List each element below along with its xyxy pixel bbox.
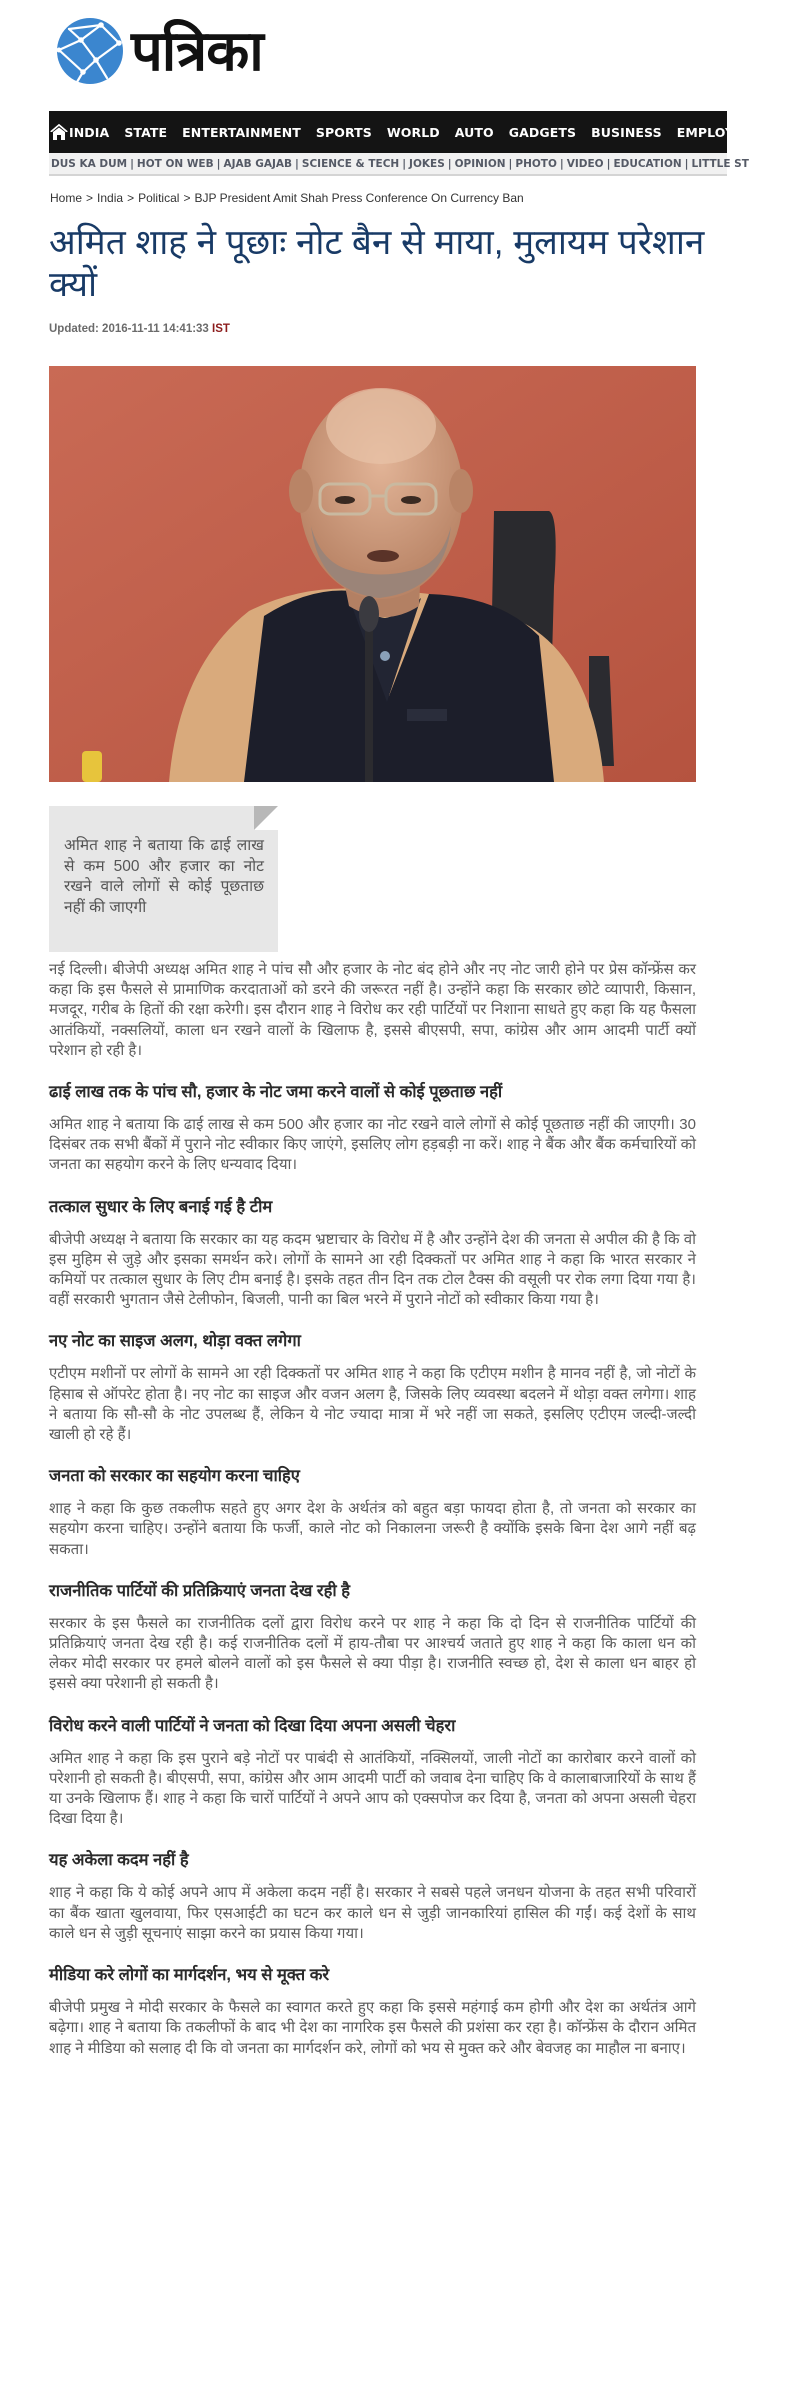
subnav-item-education[interactable]: EDUCATION [613,157,682,170]
subnav-separator: | [559,157,564,170]
article-intro: नई दिल्ली। बीजेपी अध्यक्ष अमित शाह ने पांच सौ और हजार के नोट बंद होने और नए नोट जारी होने पर प्रेस कॉन्फ्रेंस कर कहा कि इस फैसले से प्रामाणिक करदाताओं को डरने की जरूरत नहीं है। उन्होंने कहा कि सरकार छोटे व्यापारी, किसान, मजदूर, गरीब के हितों की रक्षा करेगी। इस दौरान शाह ने विरोध कर रही पार्टियों पर निशाना साधते हुए कहा कि यह फैसला आतंकियों, नक्सलियों, काला धन रखने वालों के खिलाफ है, इससे बीएसपी, सपा, कांग्रेस और आम आदमी पार्टी क्यों परेशान हो रही है। [49,961,696,1059]
article-section [49,1465,696,1560]
subnav-separator: | [295,157,299,170]
nav-item-state[interactable]: STATE [124,124,168,140]
breadcrumb [50,191,524,205]
section-body: अमित शाह ने बताया कि ढाई लाख से कम 500 और हजार का नोट रखने वाले लोगों से कोई पूछताछ नहीं की जाएगी। 30 दिसंबर तक सभी बैंकों में पुराने नोट स्वीकार किए जाएंगे, इसलिए लोग हड़बड़ी ना करें। शाह ने बैंक और बैंक कर्मचारियों को जनता का सहयोग करने के लिए धन्यवाद दिया। [49,1116,696,1174]
nav-item-auto[interactable]: AUTO [454,124,494,140]
section-body: एटीएम मशीनों पर लोगों के सामने आ रही दिक्कतों पर अमित शाह ने कहा कि एटीएम मशीन है मानव नहीं है, जो नोटों के हिसाब से ऑपरेट होता है। नए नोट का साइज और वजन अलग है, जिसके लिए व्यवस्था बदलने में थोड़ा वक्त लगेगा। शाह ने बताया कि सौ-सौ के नोट उपलब्ध हैं, लेकिन ये नोट ज्यादा मात्रा में भरे नहीं जा सकते, इसलिए एटीएम जल्दी-जल्दी खाली हो रहे हैं। [49,1365,696,1444]
breadcrumb-separator: > [183,191,191,205]
subnav-item-ajab-gajab[interactable]: AJAB GAJAB [223,157,293,170]
article-section [49,1580,696,1695]
main-nav [49,111,752,153]
globe-logo-icon [55,16,125,86]
logo-wordmark: पत्रिका [131,17,263,84]
subnav-separator: | [447,157,452,170]
article-headline: अमित शाह ने पूछाः नोट बैन से माया, मुलायम परेशान क्यों [49,223,705,304]
nav-item-india[interactable]: INDIA [69,124,110,140]
breadcrumb-current: BJP President Amit Shah Press Conference On Currency Ban [194,191,524,205]
nav-home-button[interactable] [49,111,69,153]
article-section [49,1081,696,1176]
subnav-item-science-tech[interactable]: SCIENCE & TECH [301,157,400,170]
nav-item-business[interactable]: BUSINESS [591,124,662,140]
article-section [49,1964,696,2059]
breadcrumb-separator: > [127,191,135,205]
subnav-item-video[interactable]: VIDEO [566,157,604,170]
article-section [49,1849,696,1944]
subnav-item-little-st[interactable]: LITTLE ST [691,157,749,170]
breadcrumb-india[interactable]: India [97,191,124,205]
subnav-separator: | [508,157,513,170]
subnav-item-dus-ka-dum[interactable]: DUS KA DUM [51,157,128,170]
nav-item-employee[interactable]: EMPLOYEE [676,124,752,140]
section-heading: नए नोट का साइज अलग, थोड़ा वक्त लगेगा [49,1332,301,1351]
updated-label: Updated: [49,323,99,335]
subnav-separator: | [130,157,134,170]
section-heading: विरोध करने वाली पार्टियों ने जनता को दिखा दिया अपना असली चेहरा [49,1716,456,1735]
subnav-item-jokes[interactable]: JOKES [409,157,445,170]
section-body: बीजेपी अध्यक्ष ने बताया कि सरकार का यह कदम भ्रष्टाचार के विरोध में है और उन्होंने देश की जनता से अपील की है कि वो इस मुहिम से जुड़े और इसका समर्थन करे। लोगों के सामने आ रही दिक्कतों पर अमित शाह ने कहा कि भारत सरकार ने कमियों पर तत्काल सुधार के लिए टीम बनाई है। इसके तहत तीन दिन तक टोल टैक्स की वसूली पर रोक लगा दिया गया है। वहीं सरकारी भुगतान जैसे टेलीफोन, बिजली, पानी का बिल भरने में पुराने नोटों को स्वीकार किया गया है। [49,1230,696,1309]
nav-item-world[interactable]: WORLD [386,124,440,140]
section-heading: यह अकेला कदम नहीं है [49,1851,189,1870]
article-hero-image [49,366,696,782]
section-body: अमित शाह ने कहा कि इस पुराने बड़े नोटों पर पाबंदी से आतंकियों, नक्सिलयों, जाली नोटों का कारोबार करने वालों को परेशानी हो सकती है। बीएसपी, सपा, कांग्रेस और आम आदमी पार्टी को जवाब देना चाहिए कि वे कालाबाजारियों के साथ हैं या उनके खिलाफ हैं। शाह ने कहा कि चारों पार्टियों ने अपने आप को एक्सपोज कर दिया है, जनता को अपना असली चेहरा दिखा दिया है। [49,1749,696,1828]
home-icon [49,123,69,141]
section-heading: मीडिया करे लोगों का मार्गदर्शन, भय से मूक्त करे [49,1966,330,1985]
pull-quote [49,806,278,952]
subnav-item-hot-on-web[interactable]: HOT ON WEB [136,157,214,170]
updated-timezone: IST [212,323,230,335]
subnav-separator: | [684,157,689,170]
section-heading: ढाई लाख तक के पांच सौ, हजार के नोट जमा करने वालों से कोई पूछताछ नहीं [49,1083,503,1102]
pull-quote-text: अमित शाह ने बताया कि ढाई लाख से कम 500 और हजार का नोट रखने वाले लोगों से कोई पूछताछ नहीं की जाएगी [64,837,264,916]
breadcrumb-separator: > [86,191,94,205]
section-body: शाह ने कहा कि ये कोई अपने आप में अकेला कदम नहीं है। सरकार ने सबसे पहले जनधन योजना के तहत सभी परिवारों का बैंक खाता खुलवाया, फिर एसआईटी का घटन कर काले धन से जुड़ी जानकारियां हासिल की गईं। कई देशों के साथ काले धन से जुड़ी सूचनाएं साझा करने का प्रयास किया गया। [49,1884,696,1942]
subnav-item-photo[interactable]: PHOTO [515,157,557,170]
section-heading: राजनीतिक पार्टियों की प्रतिक्रियाएं जनता देख रही है [49,1581,351,1600]
sub-nav [49,153,749,176]
section-body: शाह ने कहा कि कुछ तकलीफ सहते हुए अगर देश के अर्थतंत्र को बहुत बड़ा फायदा होता है, तो जनता को सरकार का सहयोग करना चाहिए। उन्होंने बताया कि फर्जी, काले नोट को निकालना जरूरी है क्योंकि इसके बिना देश आगे नहीं बढ़ सकता। [49,1500,696,1558]
breadcrumb-political[interactable]: Political [138,191,180,205]
nav-item-entertainment[interactable]: ENTERTAINMENT [182,124,301,140]
subnav-item-opinion[interactable]: OPINION [454,157,506,170]
section-heading: जनता को सरकार का सहयोग करना चाहिए [49,1467,300,1486]
press-conference-photo [49,366,696,782]
updated-timestamp [49,323,230,335]
site-logo[interactable] [55,13,263,88]
section-heading: तत्काल सुधार के लिए बनाई गई है टीम [49,1197,273,1216]
article-section [49,1715,696,1830]
section-body: बीजेपी प्रमुख ने मोदी सरकार के फैसले का स्वागत करते हुए कहा कि इससे महंगाई कम होगी और देश का अर्थतंत्र आगे बढ़ेगा। शाह ने बताया कि तकलीफों के बाद भी देश का नागरिक इस फैसले की प्रशंसा कर रहा है। कॉन्फ्रेंस के दौरान अमित शाह ने मीडिया को सलाह दी कि वो जनता का मार्गदर्शन करे, लोगों को भय से मुक्त करे और बेवजह का माहौल ना बनाए। [49,1999,696,2057]
page-fold-shadow [254,806,278,830]
breadcrumb-home[interactable]: Home [50,191,83,205]
subnav-separator: | [606,157,611,170]
updated-value: 2016-11-11 14:41:33 [102,323,209,335]
article-section [49,1196,696,1311]
article-body [49,960,696,2076]
article-section [49,1330,696,1445]
nav-item-sports[interactable]: SPORTS [315,124,372,140]
nav-item-gadgets[interactable]: GADGETS [508,124,577,140]
subnav-separator: | [402,157,407,170]
subnav-separator: | [216,157,221,170]
section-body: सरकार के इस फैसले का राजनीतिक दलों द्वारा विरोध करने पर शाह ने कहा कि दो दिन से राजनीतिक पार्टियों की प्रतिक्रियाएं जनता देख रही है। कई राजनीतिक दलों में हाय-तौबा पर आश्चर्य जताते हुए शाह ने कहा कि काला धन को लेकर मोदी सरकार पर हमले बोलने वालों को इस फैसले से क्या पीड़ा है। राजनीति स्वच्छ हो, देश से काला धन बाहर हो इससे क्या परेशानी हो सकती है। [49,1614,696,1693]
